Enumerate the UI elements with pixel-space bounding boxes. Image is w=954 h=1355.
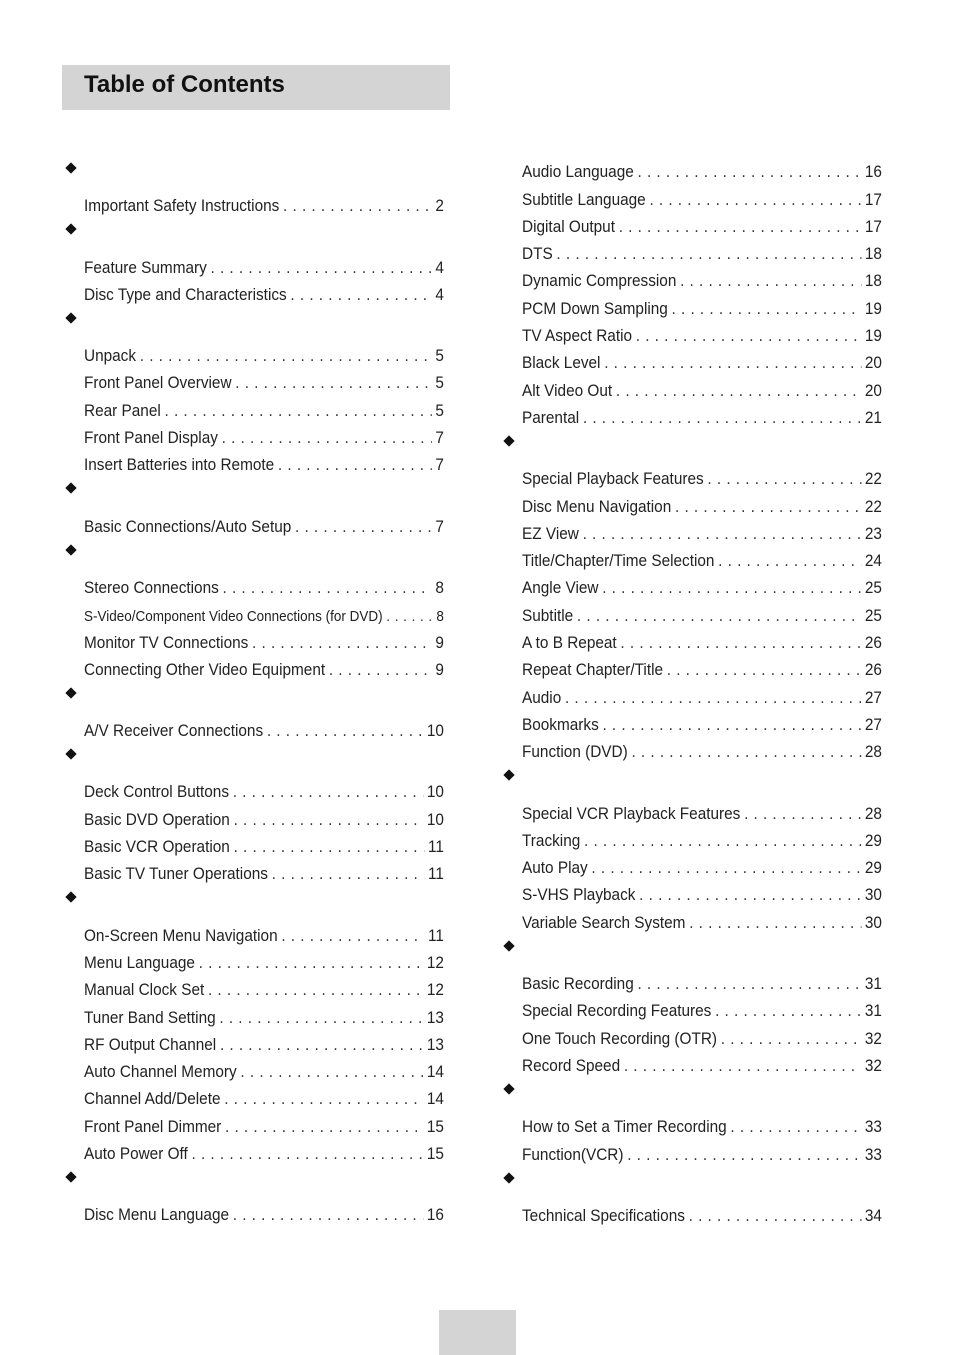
diamond-bullet-icon bbox=[65, 892, 76, 903]
toc-entry-page: 19 bbox=[864, 299, 882, 318]
dot-leader bbox=[140, 347, 432, 366]
toc-entry[interactable] bbox=[84, 1198, 444, 1225]
toc-entry-title: Digital Output bbox=[522, 217, 615, 236]
toc-entry-title: Record Speed bbox=[522, 1056, 621, 1075]
toc-entry[interactable] bbox=[84, 653, 444, 680]
toc-entry-page: 25 bbox=[864, 606, 882, 625]
dot-leader bbox=[680, 272, 861, 291]
dot-leader bbox=[638, 163, 862, 182]
diamond-bullet-icon bbox=[65, 1171, 76, 1182]
toc-entry[interactable] bbox=[522, 517, 882, 544]
toc-entry-page: 14 bbox=[426, 1063, 444, 1082]
toc-entry[interactable] bbox=[522, 1021, 882, 1048]
dot-leader bbox=[272, 865, 425, 884]
toc-entry-page: 21 bbox=[864, 408, 882, 427]
toc-entry-page: 13 bbox=[426, 1008, 444, 1027]
toc-right-column bbox=[500, 155, 882, 1226]
toc-entry[interactable] bbox=[522, 210, 882, 237]
toc-entry[interactable] bbox=[522, 735, 882, 762]
toc-entry-page: 33 bbox=[864, 1118, 882, 1137]
dot-leader bbox=[234, 811, 424, 830]
toc-entry-page: 13 bbox=[426, 1035, 444, 1054]
diamond-bullet-icon bbox=[65, 483, 76, 494]
toc-entry[interactable] bbox=[84, 714, 444, 741]
toc-entry[interactable] bbox=[522, 571, 882, 598]
dot-leader bbox=[715, 1002, 861, 1021]
toc-entry-page: 12 bbox=[426, 981, 444, 1000]
toc-entry-title: Repeat Chapter/Title bbox=[522, 661, 664, 680]
toc-entry-page: 10 bbox=[426, 810, 444, 829]
diamond-bullet-icon bbox=[503, 435, 514, 446]
toc-entry[interactable] bbox=[84, 571, 444, 598]
dot-leader bbox=[627, 1146, 861, 1165]
toc-entry-title: Subtitle bbox=[522, 606, 574, 625]
dot-leader bbox=[744, 805, 861, 824]
toc-entry-page: 11 bbox=[427, 926, 444, 945]
dot-leader bbox=[295, 518, 432, 537]
toc-entry[interactable] bbox=[84, 189, 444, 216]
dot-leader bbox=[290, 286, 431, 305]
toc-entry-title: Feature Summary bbox=[84, 258, 207, 277]
toc-entry[interactable] bbox=[84, 1028, 444, 1055]
diamond-bullet-icon bbox=[65, 748, 76, 759]
toc-entry-title: EZ View bbox=[522, 524, 579, 543]
toc-entry[interactable] bbox=[84, 448, 444, 475]
toc-entry[interactable] bbox=[84, 250, 444, 277]
toc-entry[interactable] bbox=[522, 796, 882, 823]
toc-entry[interactable] bbox=[522, 155, 882, 182]
section-marker bbox=[62, 1164, 444, 1198]
dot-leader bbox=[211, 259, 432, 278]
toc-entry-title: Channel Add/Delete bbox=[84, 1090, 221, 1109]
toc-entry-title: Alt Video Out bbox=[522, 381, 613, 400]
toc-entry-page: 11 bbox=[427, 865, 444, 884]
diamond-bullet-icon bbox=[65, 224, 76, 235]
dot-leader bbox=[386, 609, 432, 625]
dot-leader bbox=[220, 1036, 423, 1055]
toc-entry-page: 17 bbox=[864, 190, 882, 209]
toc-entry[interactable] bbox=[84, 598, 444, 625]
diamond-bullet-icon bbox=[503, 1083, 514, 1094]
toc-entry-title: Tracking bbox=[522, 831, 581, 850]
toc-entry-page: 18 bbox=[864, 272, 882, 291]
diamond-bullet-icon bbox=[65, 687, 76, 698]
dot-leader bbox=[619, 218, 861, 237]
toc-entry[interactable] bbox=[522, 1110, 882, 1137]
toc-entry[interactable] bbox=[84, 802, 444, 829]
toc-entry[interactable] bbox=[522, 462, 882, 489]
toc-entry-title: Audio bbox=[522, 688, 562, 707]
toc-entry-page: 20 bbox=[864, 354, 882, 373]
toc-entry[interactable] bbox=[84, 1137, 444, 1164]
toc-entry-page: 27 bbox=[864, 688, 882, 707]
dot-leader bbox=[267, 722, 423, 741]
toc-entry-page: 23 bbox=[864, 524, 882, 543]
dot-leader bbox=[689, 914, 861, 933]
toc-entry-page: 12 bbox=[426, 953, 444, 972]
toc-entry[interactable] bbox=[522, 401, 882, 428]
dot-leader bbox=[602, 716, 861, 735]
toc-entry-page: 34 bbox=[864, 1206, 882, 1225]
toc-entry[interactable] bbox=[522, 851, 882, 878]
toc-entry[interactable] bbox=[84, 830, 444, 857]
toc-entry-title: Function (DVD) bbox=[522, 743, 628, 762]
dot-leader bbox=[240, 1063, 423, 1082]
dot-leader bbox=[631, 743, 861, 762]
dot-leader bbox=[329, 661, 432, 680]
toc-entry[interactable] bbox=[84, 1055, 444, 1082]
toc-entry-page: 5 bbox=[435, 401, 444, 420]
toc-entry-page: 18 bbox=[864, 245, 882, 264]
toc-entry-page: 24 bbox=[864, 552, 882, 571]
dot-leader bbox=[689, 1207, 861, 1226]
toc-entry[interactable] bbox=[522, 653, 882, 680]
dot-leader bbox=[584, 832, 861, 851]
toc-entry-page: 8 bbox=[436, 609, 444, 626]
dot-leader bbox=[233, 783, 423, 802]
dot-leader bbox=[278, 456, 432, 475]
toc-entry-title: Disc Menu Navigation bbox=[522, 497, 672, 516]
section-marker bbox=[500, 762, 882, 796]
dot-leader bbox=[234, 838, 425, 857]
toc-entry-page: 8 bbox=[435, 578, 444, 597]
toc-entry-title: A/V Receiver Connections bbox=[84, 722, 264, 741]
toc-entry[interactable] bbox=[522, 346, 882, 373]
toc-entry-title: Black Level bbox=[522, 354, 601, 373]
toc-entry-page: 7 bbox=[435, 456, 444, 475]
toc-entry-title: Special Playback Features bbox=[522, 470, 704, 489]
toc-entry-page: 14 bbox=[426, 1090, 444, 1109]
section-marker bbox=[62, 680, 444, 714]
toc-entry-page: 11 bbox=[427, 838, 444, 857]
toc-entry-page: 32 bbox=[864, 1029, 882, 1048]
toc-entry-title: Tuner Band Setting bbox=[84, 1008, 216, 1027]
toc-entry[interactable] bbox=[522, 1049, 882, 1076]
dot-leader bbox=[707, 470, 861, 489]
toc-entry-page: 22 bbox=[864, 497, 882, 516]
toc-entry-page: 10 bbox=[426, 783, 444, 802]
dot-leader bbox=[556, 245, 861, 264]
toc-entry[interactable] bbox=[522, 878, 882, 905]
toc-entry[interactable] bbox=[84, 1082, 444, 1109]
dot-leader bbox=[223, 579, 432, 598]
toc-entry[interactable] bbox=[522, 264, 882, 291]
toc-entry-title: Auto Play bbox=[522, 859, 588, 878]
dot-leader bbox=[636, 327, 861, 346]
toc-entry-title: RF Output Channel bbox=[84, 1035, 217, 1054]
toc-entry-page: 28 bbox=[864, 743, 882, 762]
toc-entry[interactable] bbox=[84, 946, 444, 973]
toc-entry-title: Front Panel Dimmer bbox=[84, 1117, 222, 1136]
diamond-bullet-icon bbox=[503, 940, 514, 951]
toc-entry[interactable] bbox=[522, 544, 882, 571]
toc-entry-page: 29 bbox=[864, 859, 882, 878]
dot-leader bbox=[233, 1206, 423, 1225]
toc-entry-page: 19 bbox=[864, 327, 882, 346]
toc-entry[interactable] bbox=[522, 489, 882, 516]
toc-entry-title: Connecting Other Video Equipment bbox=[84, 660, 326, 679]
toc-entry-page: 31 bbox=[864, 1002, 882, 1021]
toc-entry-title: One Touch Recording (OTR) bbox=[522, 1029, 718, 1048]
toc-entry[interactable] bbox=[84, 775, 444, 802]
toc-entry[interactable] bbox=[84, 1000, 444, 1027]
dot-leader bbox=[222, 429, 432, 448]
toc-entry-title: S-VHS Playback bbox=[522, 886, 636, 905]
toc-entry[interactable] bbox=[522, 319, 882, 346]
section-marker bbox=[62, 884, 444, 918]
section-marker bbox=[62, 741, 444, 775]
toc-entry-title: How to Set a Timer Recording bbox=[522, 1118, 727, 1137]
toc-entry-title: Technical Specifications bbox=[522, 1206, 685, 1225]
toc-entry-title: Monitor TV Connections bbox=[84, 633, 249, 652]
diamond-bullet-icon bbox=[503, 770, 514, 781]
toc-entry-page: 32 bbox=[864, 1056, 882, 1075]
toc-entry[interactable] bbox=[84, 278, 444, 305]
toc-entry[interactable] bbox=[84, 366, 444, 393]
toc-entry[interactable] bbox=[522, 291, 882, 318]
toc-entry-page: 26 bbox=[864, 661, 882, 680]
dot-leader bbox=[667, 661, 861, 680]
dot-leader bbox=[583, 525, 862, 544]
dot-leader bbox=[565, 689, 861, 708]
toc-entry[interactable] bbox=[84, 421, 444, 448]
dot-leader bbox=[219, 1009, 423, 1028]
dot-leader bbox=[252, 634, 432, 653]
toc-entry-page: 25 bbox=[864, 579, 882, 598]
toc-entry-title: Angle View bbox=[522, 579, 599, 598]
toc-entry[interactable] bbox=[522, 967, 882, 994]
toc-entry-page: 31 bbox=[864, 975, 882, 994]
toc-entry-page: 5 bbox=[435, 347, 444, 366]
toc-entry-title: Function(VCR) bbox=[522, 1145, 624, 1164]
toc-entry-title: Disc Type and Characteristics bbox=[84, 285, 287, 304]
toc-entry-page: 28 bbox=[864, 804, 882, 823]
toc-entry-title: A to B Repeat bbox=[522, 634, 617, 653]
dot-leader bbox=[672, 300, 862, 319]
dot-leader bbox=[192, 1145, 424, 1164]
toc-entry-title: Variable Search System bbox=[522, 913, 686, 932]
section-marker bbox=[500, 1076, 882, 1110]
section-marker bbox=[500, 933, 882, 967]
toc-entry-title: Title/Chapter/Time Selection bbox=[522, 552, 715, 571]
toc-entry-title: S-Video/Component Video Connections (for DVD) bbox=[84, 609, 383, 626]
toc-left-column bbox=[62, 155, 444, 1225]
toc-entry-page: 16 bbox=[426, 1206, 444, 1225]
toc-entry-title: Special Recording Features bbox=[522, 1002, 712, 1021]
toc-entry[interactable] bbox=[84, 1109, 444, 1136]
toc-entry-page: 5 bbox=[435, 374, 444, 393]
toc-entry-title: Deck Control Buttons bbox=[84, 783, 229, 802]
section-marker bbox=[62, 155, 444, 189]
toc-entry-title: Basic TV Tuner Operations bbox=[84, 865, 268, 884]
toc-entry-title: Insert Batteries into Remote bbox=[84, 456, 275, 475]
dot-leader bbox=[718, 552, 861, 571]
toc-entry-title: TV Aspect Ratio bbox=[522, 327, 633, 346]
toc-entry[interactable] bbox=[522, 824, 882, 851]
toc-entry-page: 2 bbox=[435, 197, 444, 216]
toc-entry-title: Audio Language bbox=[522, 163, 634, 182]
toc-entry-title: Basic Recording bbox=[522, 975, 634, 994]
page-title: Table of Contents bbox=[84, 71, 285, 98]
dot-leader bbox=[225, 1118, 423, 1137]
toc-entry-title: Basic Connections/Auto Setup bbox=[84, 517, 292, 536]
dot-leader bbox=[199, 954, 423, 973]
toc-entry-title: Auto Power Off bbox=[84, 1145, 188, 1164]
toc-entry-title: Auto Channel Memory bbox=[84, 1063, 237, 1082]
section-marker bbox=[62, 216, 444, 250]
section-marker bbox=[62, 475, 444, 509]
toc-entry-page: 4 bbox=[435, 285, 444, 304]
toc-entry-page: 9 bbox=[435, 660, 444, 679]
toc-entry-page: 7 bbox=[435, 429, 444, 448]
section-marker bbox=[500, 428, 882, 462]
toc-entry-page: 15 bbox=[426, 1117, 444, 1136]
toc-entry-page: 9 bbox=[435, 633, 444, 652]
toc-entry-title: Front Panel Overview bbox=[84, 374, 232, 393]
toc-entry-title: Basic DVD Operation bbox=[84, 810, 230, 829]
section-marker bbox=[62, 305, 444, 339]
toc-entry-title: DTS bbox=[522, 245, 553, 264]
diamond-bullet-icon bbox=[65, 312, 76, 323]
toc-entry-page: 4 bbox=[435, 258, 444, 277]
dot-leader bbox=[165, 402, 432, 421]
page-number-box bbox=[439, 1310, 516, 1355]
title-bar bbox=[62, 65, 450, 110]
toc-entry-title: Stereo Connections bbox=[84, 578, 219, 597]
toc-entry-page: 17 bbox=[864, 217, 882, 236]
toc-entry-page: 10 bbox=[426, 722, 444, 741]
section-marker bbox=[62, 537, 444, 571]
toc-entry-page: 27 bbox=[864, 715, 882, 734]
dot-leader bbox=[235, 374, 431, 393]
toc-entry-page: 15 bbox=[426, 1145, 444, 1164]
dot-leader bbox=[721, 1030, 861, 1049]
dot-leader bbox=[649, 191, 861, 210]
toc-entry-page: 22 bbox=[864, 470, 882, 489]
dot-leader bbox=[616, 382, 861, 401]
toc-entry[interactable] bbox=[84, 918, 444, 945]
dot-leader bbox=[637, 975, 861, 994]
toc-entry-page: 16 bbox=[864, 163, 882, 182]
dot-leader bbox=[639, 886, 861, 905]
toc-entry[interactable] bbox=[522, 708, 882, 735]
toc-entry-title: Rear Panel bbox=[84, 401, 161, 420]
toc-entry[interactable] bbox=[522, 905, 882, 932]
toc-entry-title: Special VCR Playback Features bbox=[522, 804, 741, 823]
dot-leader bbox=[604, 354, 861, 373]
toc-entry[interactable] bbox=[522, 237, 882, 264]
toc-entry-title: Manual Clock Set bbox=[84, 981, 205, 1000]
toc-entry-page: 33 bbox=[864, 1145, 882, 1164]
diamond-bullet-icon bbox=[503, 1172, 514, 1183]
toc-entry-title: Front Panel Display bbox=[84, 429, 218, 448]
dot-leader bbox=[208, 981, 423, 1000]
toc-entry-title: Parental bbox=[522, 408, 580, 427]
dot-leader bbox=[675, 498, 861, 517]
diamond-bullet-icon bbox=[65, 162, 76, 173]
toc-entry[interactable] bbox=[522, 182, 882, 209]
toc-entry-page: 30 bbox=[864, 886, 882, 905]
toc-entry-page: 7 bbox=[435, 517, 444, 536]
toc-entry-title: Subtitle Language bbox=[522, 190, 646, 209]
toc-entry-title: Dynamic Compression bbox=[522, 272, 677, 291]
toc-entry[interactable] bbox=[84, 857, 444, 884]
section-marker bbox=[500, 1165, 882, 1199]
toc-entry-title: Bookmarks bbox=[522, 715, 599, 734]
toc-entry[interactable] bbox=[84, 393, 444, 420]
toc-entry[interactable] bbox=[522, 994, 882, 1021]
toc-entry[interactable] bbox=[84, 973, 444, 1000]
toc-entry[interactable] bbox=[84, 339, 444, 366]
toc-entry-title: Basic VCR Operation bbox=[84, 838, 230, 857]
dot-leader bbox=[583, 409, 861, 428]
dot-leader bbox=[224, 1090, 423, 1109]
dot-leader bbox=[620, 634, 861, 653]
toc-entry[interactable] bbox=[522, 1199, 882, 1226]
dot-leader bbox=[591, 859, 861, 878]
toc-entry-title: Unpack bbox=[84, 347, 137, 366]
dot-leader bbox=[281, 927, 424, 946]
toc-entry-title: Important Safety Instructions bbox=[84, 197, 280, 216]
toc-entry-page: 30 bbox=[864, 913, 882, 932]
toc-entry[interactable] bbox=[522, 680, 882, 707]
toc-entry[interactable] bbox=[522, 373, 882, 400]
toc-entry-title: Menu Language bbox=[84, 953, 195, 972]
dot-leader bbox=[624, 1057, 861, 1076]
toc-entry-page: 20 bbox=[864, 381, 882, 400]
dot-leader bbox=[283, 197, 432, 216]
toc-entry-title: Disc Menu Language bbox=[84, 1206, 230, 1225]
toc-entry-title: PCM Down Sampling bbox=[522, 299, 668, 318]
diamond-bullet-icon bbox=[65, 544, 76, 555]
toc-entry[interactable] bbox=[522, 1137, 882, 1164]
toc-entry[interactable] bbox=[522, 626, 882, 653]
dot-leader bbox=[602, 579, 861, 598]
toc-entry-title: On-Screen Menu Navigation bbox=[84, 926, 278, 945]
dot-leader bbox=[730, 1118, 861, 1137]
toc-entry[interactable] bbox=[522, 598, 882, 625]
toc-entry-page: 29 bbox=[864, 831, 882, 850]
toc-entry-page: 26 bbox=[864, 634, 882, 653]
dot-leader bbox=[577, 607, 861, 626]
toc-entry[interactable] bbox=[84, 625, 444, 652]
toc-entry[interactable] bbox=[84, 509, 444, 536]
